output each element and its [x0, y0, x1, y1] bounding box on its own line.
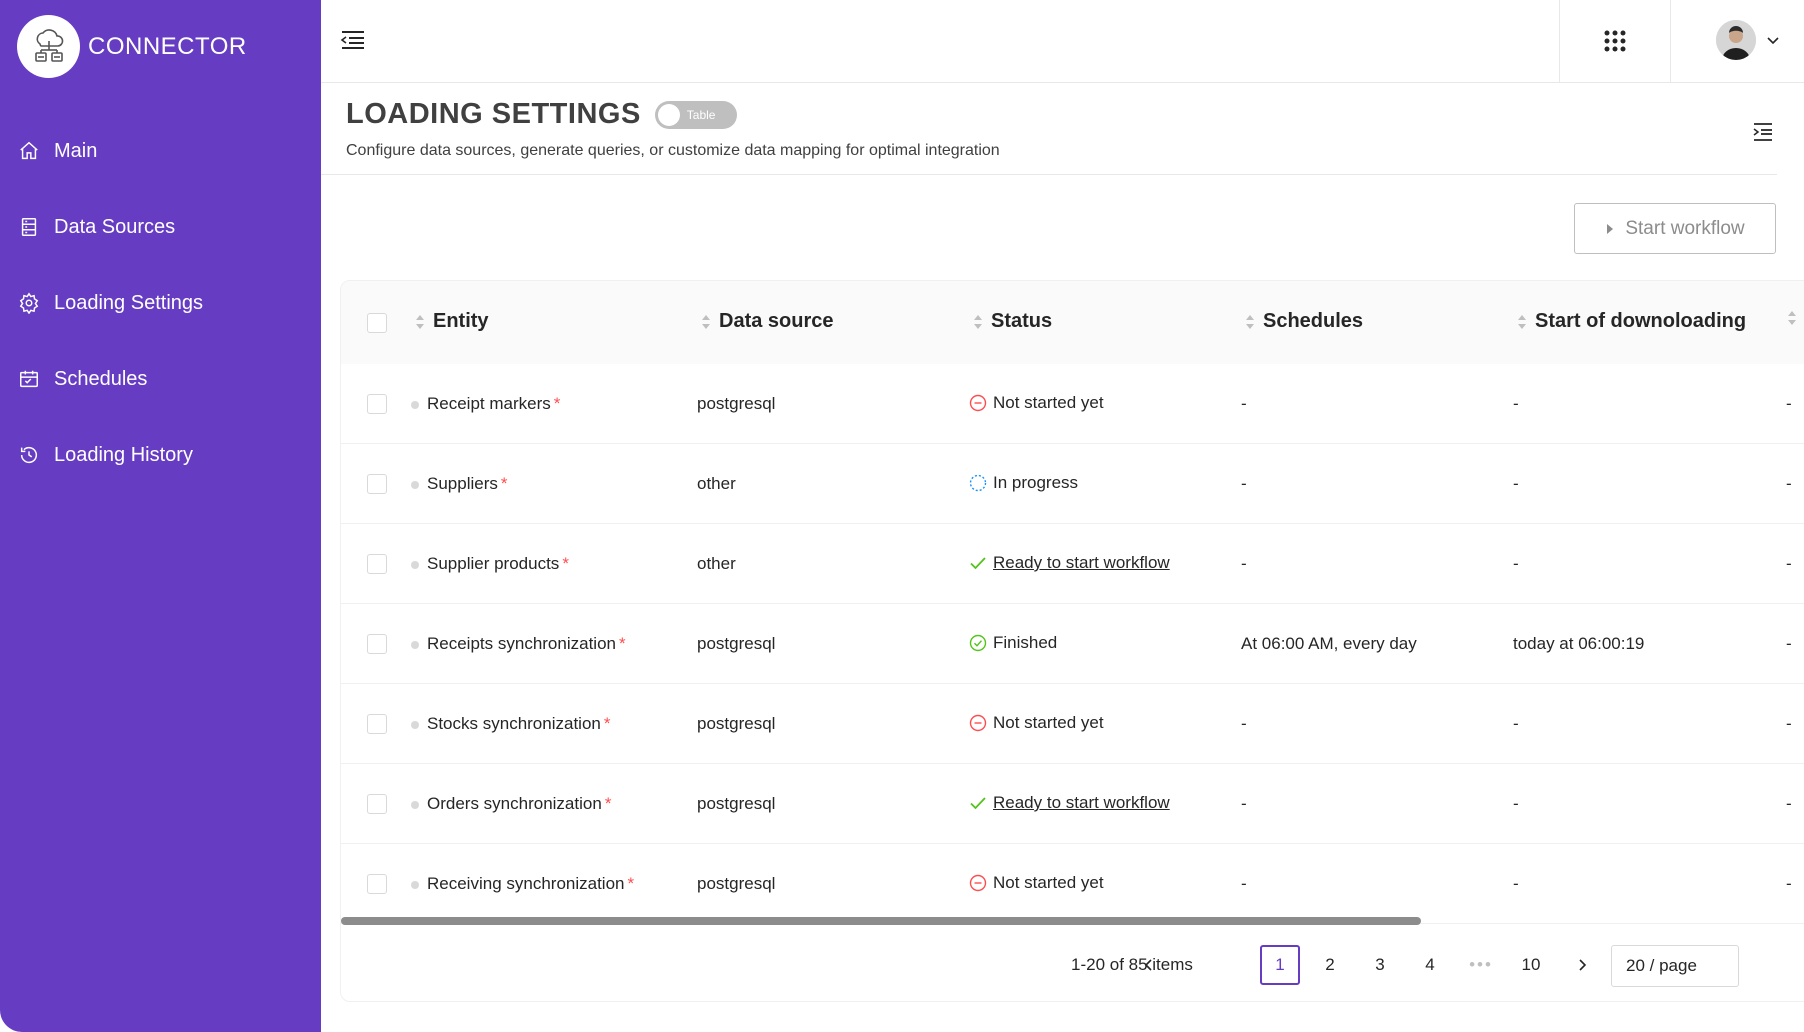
calendar-icon [18, 368, 40, 390]
start-cell: - [1513, 714, 1519, 733]
data-source-cell: other [697, 474, 736, 493]
row-checkbox[interactable] [367, 394, 387, 414]
row-indicator-dot [411, 481, 419, 489]
row-indicator-dot [411, 801, 419, 809]
table-row[interactable] [341, 844, 1804, 924]
menu-fold-icon[interactable] [339, 27, 367, 53]
pagination-next[interactable] [1562, 945, 1602, 985]
data-source-cell: postgresql [697, 874, 776, 893]
pagination-page-1[interactable]: 1 [1260, 945, 1300, 985]
header-divider [1559, 0, 1560, 83]
entity-name: Suppliers [427, 474, 498, 493]
column-label: Start of downoloading [1535, 310, 1747, 332]
extra-cell: - [1786, 874, 1792, 893]
app-name: CONNECTOR [88, 32, 247, 60]
start-cell: - [1513, 794, 1519, 813]
row-indicator-dot [411, 561, 419, 569]
column-header-entity[interactable] [415, 310, 489, 333]
start-cell: today at 06:00:19 [1513, 634, 1645, 653]
column-label: Schedules [1263, 310, 1364, 332]
column-header-more[interactable] [1787, 310, 1804, 326]
extra-cell: - [1786, 794, 1792, 813]
column-header-data-source[interactable] [701, 310, 834, 333]
required-mark: * [500, 474, 508, 493]
column-header-schedules[interactable] [1245, 310, 1363, 333]
status-cell [969, 633, 1057, 653]
sidebar-item-label: Loading Settings [54, 291, 204, 314]
table-row[interactable] [341, 364, 1804, 444]
column-label: Data source [719, 310, 834, 332]
check-icon [969, 794, 993, 812]
minus-circle-icon [969, 874, 993, 892]
row-indicator-dot [411, 881, 419, 889]
data-source-cell: postgresql [697, 394, 776, 413]
table-row[interactable] [341, 444, 1804, 524]
pagination-page-4[interactable]: 4 [1425, 955, 1435, 974]
sort-icon [701, 314, 711, 330]
pagination-prev[interactable] [1129, 945, 1169, 985]
row-indicator-dot [411, 721, 419, 729]
required-mark: * [603, 714, 611, 733]
status-text: Not started yet [993, 713, 1104, 732]
sidebar-item-data-sources[interactable] [0, 189, 321, 265]
pagination-page-last[interactable]: 10 [1521, 955, 1541, 974]
sort-icon [415, 314, 425, 330]
minus-circle-icon [969, 394, 993, 412]
table-row[interactable] [341, 524, 1804, 604]
top-header [321, 0, 1804, 83]
cloud-connector-icon [17, 15, 80, 78]
sort-icon [1787, 310, 1797, 326]
sidebar-item-label: Schedules [54, 367, 148, 390]
status-cell [969, 713, 1104, 733]
row-indicator-dot [411, 401, 419, 409]
status-cell [969, 473, 1078, 493]
gear-icon [18, 292, 40, 314]
entity-name: Receipt markers [427, 394, 551, 413]
sidebar [0, 0, 321, 1032]
column-header-status[interactable] [973, 310, 1052, 333]
required-mark: * [604, 794, 612, 813]
extra-cell: - [1786, 474, 1792, 493]
entity-cell [427, 794, 611, 814]
page-header [346, 98, 737, 131]
page-size-select[interactable] [1611, 945, 1739, 987]
column-label: Entity [433, 310, 489, 332]
sidebar-item-loading-history[interactable] [0, 417, 321, 493]
play-icon [1605, 223, 1615, 235]
chevron-right-icon [1576, 958, 1588, 972]
home-icon [18, 140, 40, 162]
data-source-cell: other [697, 554, 736, 573]
check-icon [969, 554, 993, 572]
sidebar-item-schedules[interactable] [0, 341, 321, 417]
sidebar-item-label: Data Sources [54, 215, 176, 238]
check-circle-icon [969, 634, 993, 652]
page-title: LOADING SETTINGS [346, 98, 641, 130]
schedule-cell: - [1241, 874, 1247, 893]
start-cell: - [1513, 474, 1519, 493]
required-mark: * [562, 554, 569, 573]
row-indicator-dot [411, 641, 419, 649]
row-checkbox[interactable] [367, 714, 387, 734]
extra-cell: - [1786, 394, 1792, 413]
table-row[interactable] [341, 684, 1804, 764]
schedule-cell: - [1241, 474, 1247, 493]
table-header [341, 281, 1804, 364]
pagination-page-3[interactable]: 3 [1375, 955, 1385, 974]
status-text: In progress [993, 473, 1079, 492]
start-cell: - [1513, 874, 1519, 893]
pagination-ellipsis[interactable]: ••• [1469, 955, 1493, 974]
schedule-cell: - [1241, 394, 1247, 413]
entity-name: Stocks synchronization [427, 714, 601, 733]
entity-name: Supplier products [427, 554, 560, 573]
toggle-knob [658, 104, 680, 126]
database-icon [18, 216, 40, 238]
row-checkbox[interactable] [367, 554, 387, 574]
entity-name: Receiving synchronization [427, 874, 625, 893]
status-text[interactable]: Ready to start workflow [993, 553, 1170, 572]
status-text: Not started yet [993, 393, 1104, 412]
status-cell [969, 393, 1104, 413]
start-cell: - [1513, 394, 1519, 413]
row-checkbox[interactable] [367, 634, 387, 654]
start-workflow-button[interactable] [1574, 203, 1776, 254]
sidebar-item-loading-settings[interactable] [0, 265, 321, 341]
view-toggle[interactable] [655, 101, 737, 129]
page-size-value: 20 / page [1626, 956, 1697, 975]
column-header-start-of-downloading[interactable] [1517, 310, 1746, 333]
sidebar-nav [0, 113, 321, 493]
sort-icon [1517, 314, 1527, 330]
status-text: Not started yet [993, 873, 1104, 892]
entity-cell [427, 394, 560, 414]
entity-cell [427, 634, 626, 654]
row-checkbox[interactable] [367, 474, 387, 494]
status-cell [969, 873, 1104, 893]
chevron-down-icon[interactable] [1765, 32, 1781, 48]
status-text: Finished [993, 633, 1058, 652]
divider [321, 174, 1777, 175]
extra-cell: - [1786, 714, 1792, 733]
minus-circle-icon [969, 714, 993, 732]
data-source-cell: postgresql [697, 714, 776, 733]
page-subtitle: Configure data sources, generate queries, or customize data mapping for optimal integration [346, 142, 1000, 159]
table-row[interactable] [341, 764, 1804, 844]
row-checkbox[interactable] [367, 794, 387, 814]
column-label: Status [991, 310, 1053, 332]
extra-cell: - [1786, 634, 1792, 653]
entity-name: Receipts synchronization [427, 634, 616, 653]
start-workflow-label: Start workflow [1625, 217, 1745, 239]
header-divider [1670, 0, 1671, 83]
sort-icon [973, 314, 983, 330]
required-mark: * [618, 634, 626, 653]
status-cell[interactable] [969, 793, 1170, 813]
entity-cell [427, 474, 508, 494]
extra-cell: - [1786, 554, 1792, 573]
select-all-checkbox[interactable] [367, 313, 387, 333]
app-logo[interactable] [17, 15, 247, 78]
schedule-cell: - [1241, 714, 1247, 733]
status-cell[interactable] [969, 553, 1170, 573]
entity-cell [427, 554, 569, 574]
pagination-total: 1-20 of 85 items [1071, 955, 1193, 974]
data-source-cell: postgresql [697, 634, 776, 653]
horizontal-scrollbar[interactable] [341, 917, 1421, 925]
sidebar-item-label: Main [54, 139, 98, 162]
sort-icon [1245, 314, 1255, 330]
chevron-left-icon [1143, 958, 1155, 972]
entity-cell [427, 714, 611, 734]
required-mark: * [627, 874, 635, 893]
user-avatar[interactable] [1716, 20, 1756, 60]
sidebar-item-label: Loading History [54, 443, 193, 466]
required-mark: * [553, 394, 561, 413]
pagination-page-2[interactable]: 2 [1325, 955, 1335, 974]
row-checkbox[interactable] [367, 874, 387, 894]
history-icon [18, 444, 40, 466]
sidebar-item-main[interactable] [0, 113, 321, 189]
schedule-cell: - [1241, 794, 1247, 813]
entity-cell [427, 874, 634, 894]
apps-grid-icon[interactable] [1603, 29, 1627, 53]
loading-circle-icon [969, 474, 993, 492]
schedule-cell: - [1241, 554, 1247, 573]
data-source-cell: postgresql [697, 794, 776, 813]
table-row[interactable] [341, 604, 1804, 684]
start-cell: - [1513, 554, 1519, 573]
status-text[interactable]: Ready to start workflow [993, 793, 1170, 812]
menu-unfold-icon[interactable] [1751, 120, 1775, 144]
schedule-cell: At 06:00 AM, every day [1241, 634, 1417, 653]
toggle-label: Table [686, 107, 716, 122]
entities-table [340, 280, 1804, 1002]
entity-name: Orders synchronization [427, 794, 602, 813]
